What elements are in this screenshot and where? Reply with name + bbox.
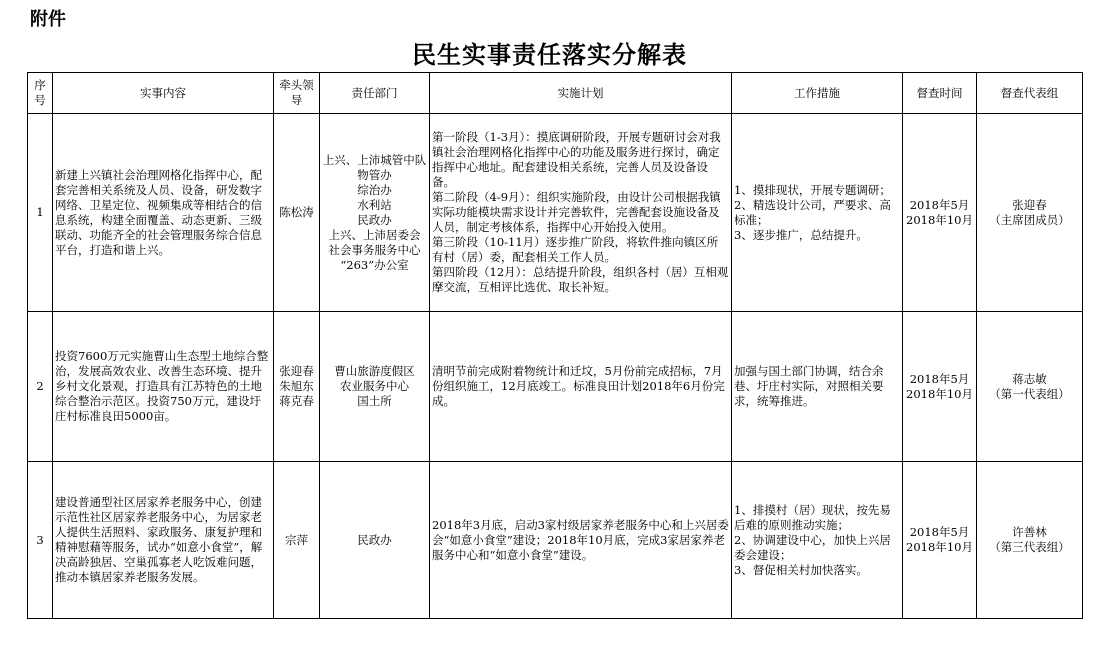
dept-name: 农业服务中心 <box>340 379 409 393</box>
table-body <box>28 114 1083 619</box>
time-value: 2018年5月 <box>909 525 970 539</box>
row-group <box>977 462 1083 619</box>
leader-name: 朱旭东 <box>279 379 314 393</box>
measure-item: 加强与国土部门协调，结合余巷、圩庄村实际，对照相关要求，统筹推进。 <box>734 364 884 408</box>
group-value: （第一代表组） <box>989 386 1070 401</box>
row-measures <box>732 312 903 462</box>
responsibility-table <box>27 72 1083 619</box>
group-value: 张迎春 <box>1012 197 1047 212</box>
measure-item: 1、摸排现状，开展专题调研； <box>734 182 891 197</box>
row-dept <box>320 114 430 312</box>
dept-name: 上兴、上沛城管中队 <box>322 152 427 167</box>
table-row <box>28 462 1083 619</box>
plan-stage: 2018年3月底，启动3家村级居家养老服务中心和上兴居委会“如意小食堂”建设；2018年10月底，完成3家居家养老服务中心和“如意小食堂”建设。 <box>432 517 729 562</box>
group-value: （主席团成员） <box>989 212 1070 227</box>
table-header-row <box>28 73 1083 114</box>
dept-name: 水利站 <box>357 197 392 212</box>
row-leader <box>274 114 320 312</box>
measure-item: 2、协调建设中心，加快上兴居委会建设； <box>734 532 891 562</box>
group-value: 许善林 <box>1012 525 1047 539</box>
row-plan <box>430 114 732 312</box>
row-group <box>977 114 1083 312</box>
row-seq: 2 <box>28 312 53 462</box>
time-value: 2018年10月 <box>906 540 973 554</box>
dept-name: 国土所 <box>357 394 392 408</box>
header-content: 实事内容 <box>53 73 274 114</box>
row-seq: 1 <box>28 114 53 312</box>
leader-name: 蒋克春 <box>279 394 314 408</box>
group-value: （第三代表组） <box>989 540 1070 554</box>
plan-stage: 第二阶段（4-9月）：组织实施阶段，由设计公司根据我镇实际功能模块需求设计并完善软件，完善配套设施设备及人员，制定考核体系，指挥中心开始投入使用。 <box>432 190 721 234</box>
dept-name: 物管办 <box>357 167 392 182</box>
row-time <box>903 312 977 462</box>
header-seq: 序号 <box>28 73 53 114</box>
plan-stage: 第四阶段（12月）：总结提升阶段，组织各村（居）互相观摩交流，互相评比选优、取长补短。 <box>432 265 729 294</box>
time-value: 2018年5月 <box>909 371 970 386</box>
attachment-label: 附件 <box>30 9 66 30</box>
row-plan <box>430 312 732 462</box>
header-plan: 实施计划 <box>430 73 732 114</box>
dept-name: 上兴、上沛居委会 <box>328 227 421 242</box>
header-time: 督查时间 <box>903 73 977 114</box>
leader-name: 宗萍 <box>285 532 308 547</box>
measure-item: 2、精选设计公司，严要求、高标准； <box>734 197 891 227</box>
time-value: 2018年10月 <box>906 386 973 401</box>
leader-name: 陈松涛 <box>279 205 314 219</box>
plan-stage: 第一阶段（1-3月）：摸底调研阶段，开展专题研讨会对我镇社会治理网格化指挥中心的功能及服务进行探讨，确定指挥中心地址。配套建设相关系统，完善人员及设备设备。 <box>432 130 721 189</box>
measure-item: 3、督促相关村加快落实。 <box>734 562 868 577</box>
row-content: 建设普通型社区居家养老服务中心，创建示范性社区居家养老服务中心，为居家老人提供生活照料、家政服务、康复护理和精神慰藉等服务，试办“如意小食堂”，解决高龄独居、空巢孤寡老人吃饭难问题，推动本镇居家养老服务发展。 <box>53 462 274 619</box>
header-leader: 牵头领导 <box>274 73 320 114</box>
row-group <box>977 312 1083 462</box>
row-dept <box>320 462 430 619</box>
time-value: 2018年5月 <box>909 197 970 212</box>
header-group: 督查代表组 <box>977 73 1083 114</box>
row-plan <box>430 462 732 619</box>
measure-item: 1、排摸村（居）现状，按先易后难的原则推动实施； <box>734 502 891 532</box>
dept-name: “263”办公室 <box>340 257 409 272</box>
row-leader <box>274 312 320 462</box>
dept-name: 社会事务服务中心 <box>328 242 421 257</box>
measure-item: 3、逐步推广，总结提升。 <box>734 227 868 242</box>
table-row <box>28 312 1083 462</box>
row-dept <box>320 312 430 462</box>
leader-name: 张迎春 <box>279 364 314 378</box>
plan-stage: 第三阶段（10-11月）逐步推广阶段，将软件推向镇区所有村（居）委，配套相关工作人员。 <box>432 235 719 264</box>
row-leader <box>274 462 320 619</box>
group-value: 蒋志敏 <box>1012 371 1047 386</box>
row-measures <box>732 114 903 312</box>
header-measures: 工作措施 <box>732 73 903 114</box>
row-time <box>903 114 977 312</box>
dept-name: 民政办 <box>357 532 392 547</box>
row-measures <box>732 462 903 619</box>
dept-name: 综治办 <box>357 182 392 197</box>
row-seq: 3 <box>28 462 53 619</box>
row-content: 新建上兴镇社会治理网格化指挥中心，配套完善相关系统及人员、设备，研发数字网络、卫星定位、视频集成等相结合的信息系统，构建全面覆盖、动态更新、三级联动、功能齐全的社会管理服务综合信息平台，打造和谐上兴。 <box>53 114 274 312</box>
header-dept: 责任部门 <box>320 73 430 114</box>
row-time <box>903 462 977 619</box>
table-row <box>28 114 1083 312</box>
row-content: 投资7600万元实施曹山生态型土地综合整治，发展高效农业、改善生态环境、提升乡村文化景观，打造具有江苏特色的土地综合整治示范区。投资750万元，建设圩庄村标准良田5000亩。 <box>53 312 274 462</box>
dept-name: 曹山旅游度假区 <box>334 364 415 378</box>
dept-name: 民政办 <box>357 212 392 227</box>
plan-stage: 清明节前完成附着物统计和迁坟，5月份前完成招标，7月份组织施工，12月底竣工。标准良田计划2018年6月份完成。 <box>432 364 725 408</box>
page-title: 民生实事责任落实分解表 <box>412 41 687 69</box>
time-value: 2018年10月 <box>906 212 973 227</box>
